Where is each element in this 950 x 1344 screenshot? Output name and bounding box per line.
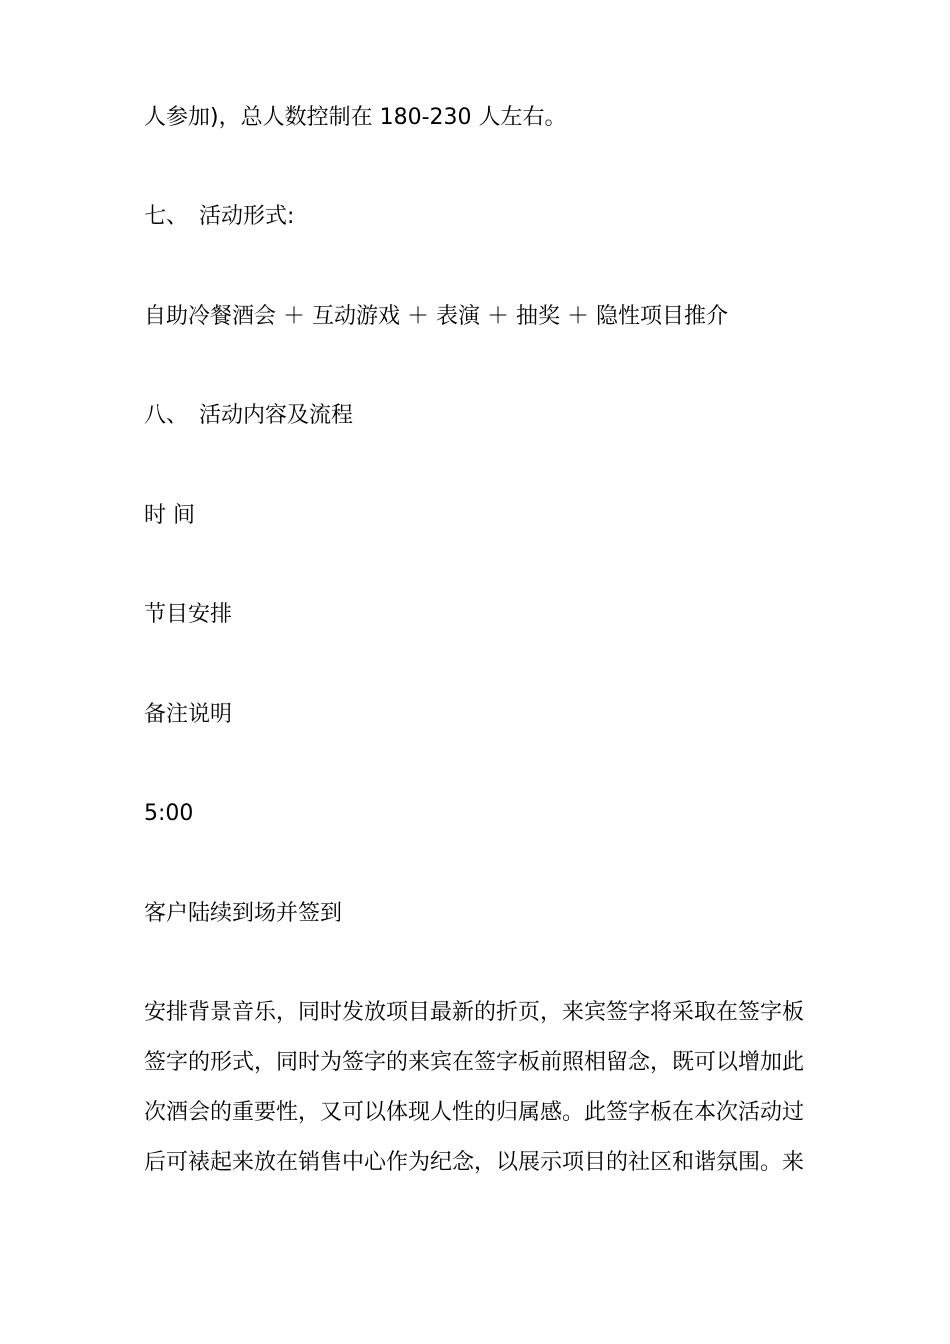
row-1-program: 客户陆续到场并签到: [144, 901, 343, 926]
section-7-heading: 七、 活动形式:: [144, 204, 295, 229]
row-1-notes-line: 次酒会的重要性，又可以体现人性的归属感。此签字板在本次活动过: [144, 1100, 805, 1125]
row-1-notes-line: 后可裱起来放在销售中心作为纪念，以展示项目的社区和谐氛围。来: [144, 1150, 805, 1175]
activity-forms-text: 自助冷餐酒会 ＋ 互动游戏 ＋ 表演 ＋ 抽奖 ＋ 隐性项目推介: [144, 304, 728, 329]
row-1-time: 5:00: [144, 801, 194, 826]
table-header-notes: 备注说明: [144, 702, 233, 727]
table-header-program: 节目安排: [144, 602, 233, 627]
participant-count-text: 人参加)，总人数控制在 180-230 人左右。: [144, 105, 567, 130]
row-1-notes-line: 安排背景音乐，同时发放项目最新的折页，来宾签字将采取在签字板: [144, 1000, 805, 1025]
table-header-time: 时 间: [144, 503, 195, 528]
row-1-notes: [144, 988, 814, 1188]
row-1-notes-line: 签字的形式，同时为签字的来宾在签字板前照相留念，既可以增加此: [144, 1050, 805, 1075]
section-8-heading: 八、 活动内容及流程: [144, 403, 354, 428]
